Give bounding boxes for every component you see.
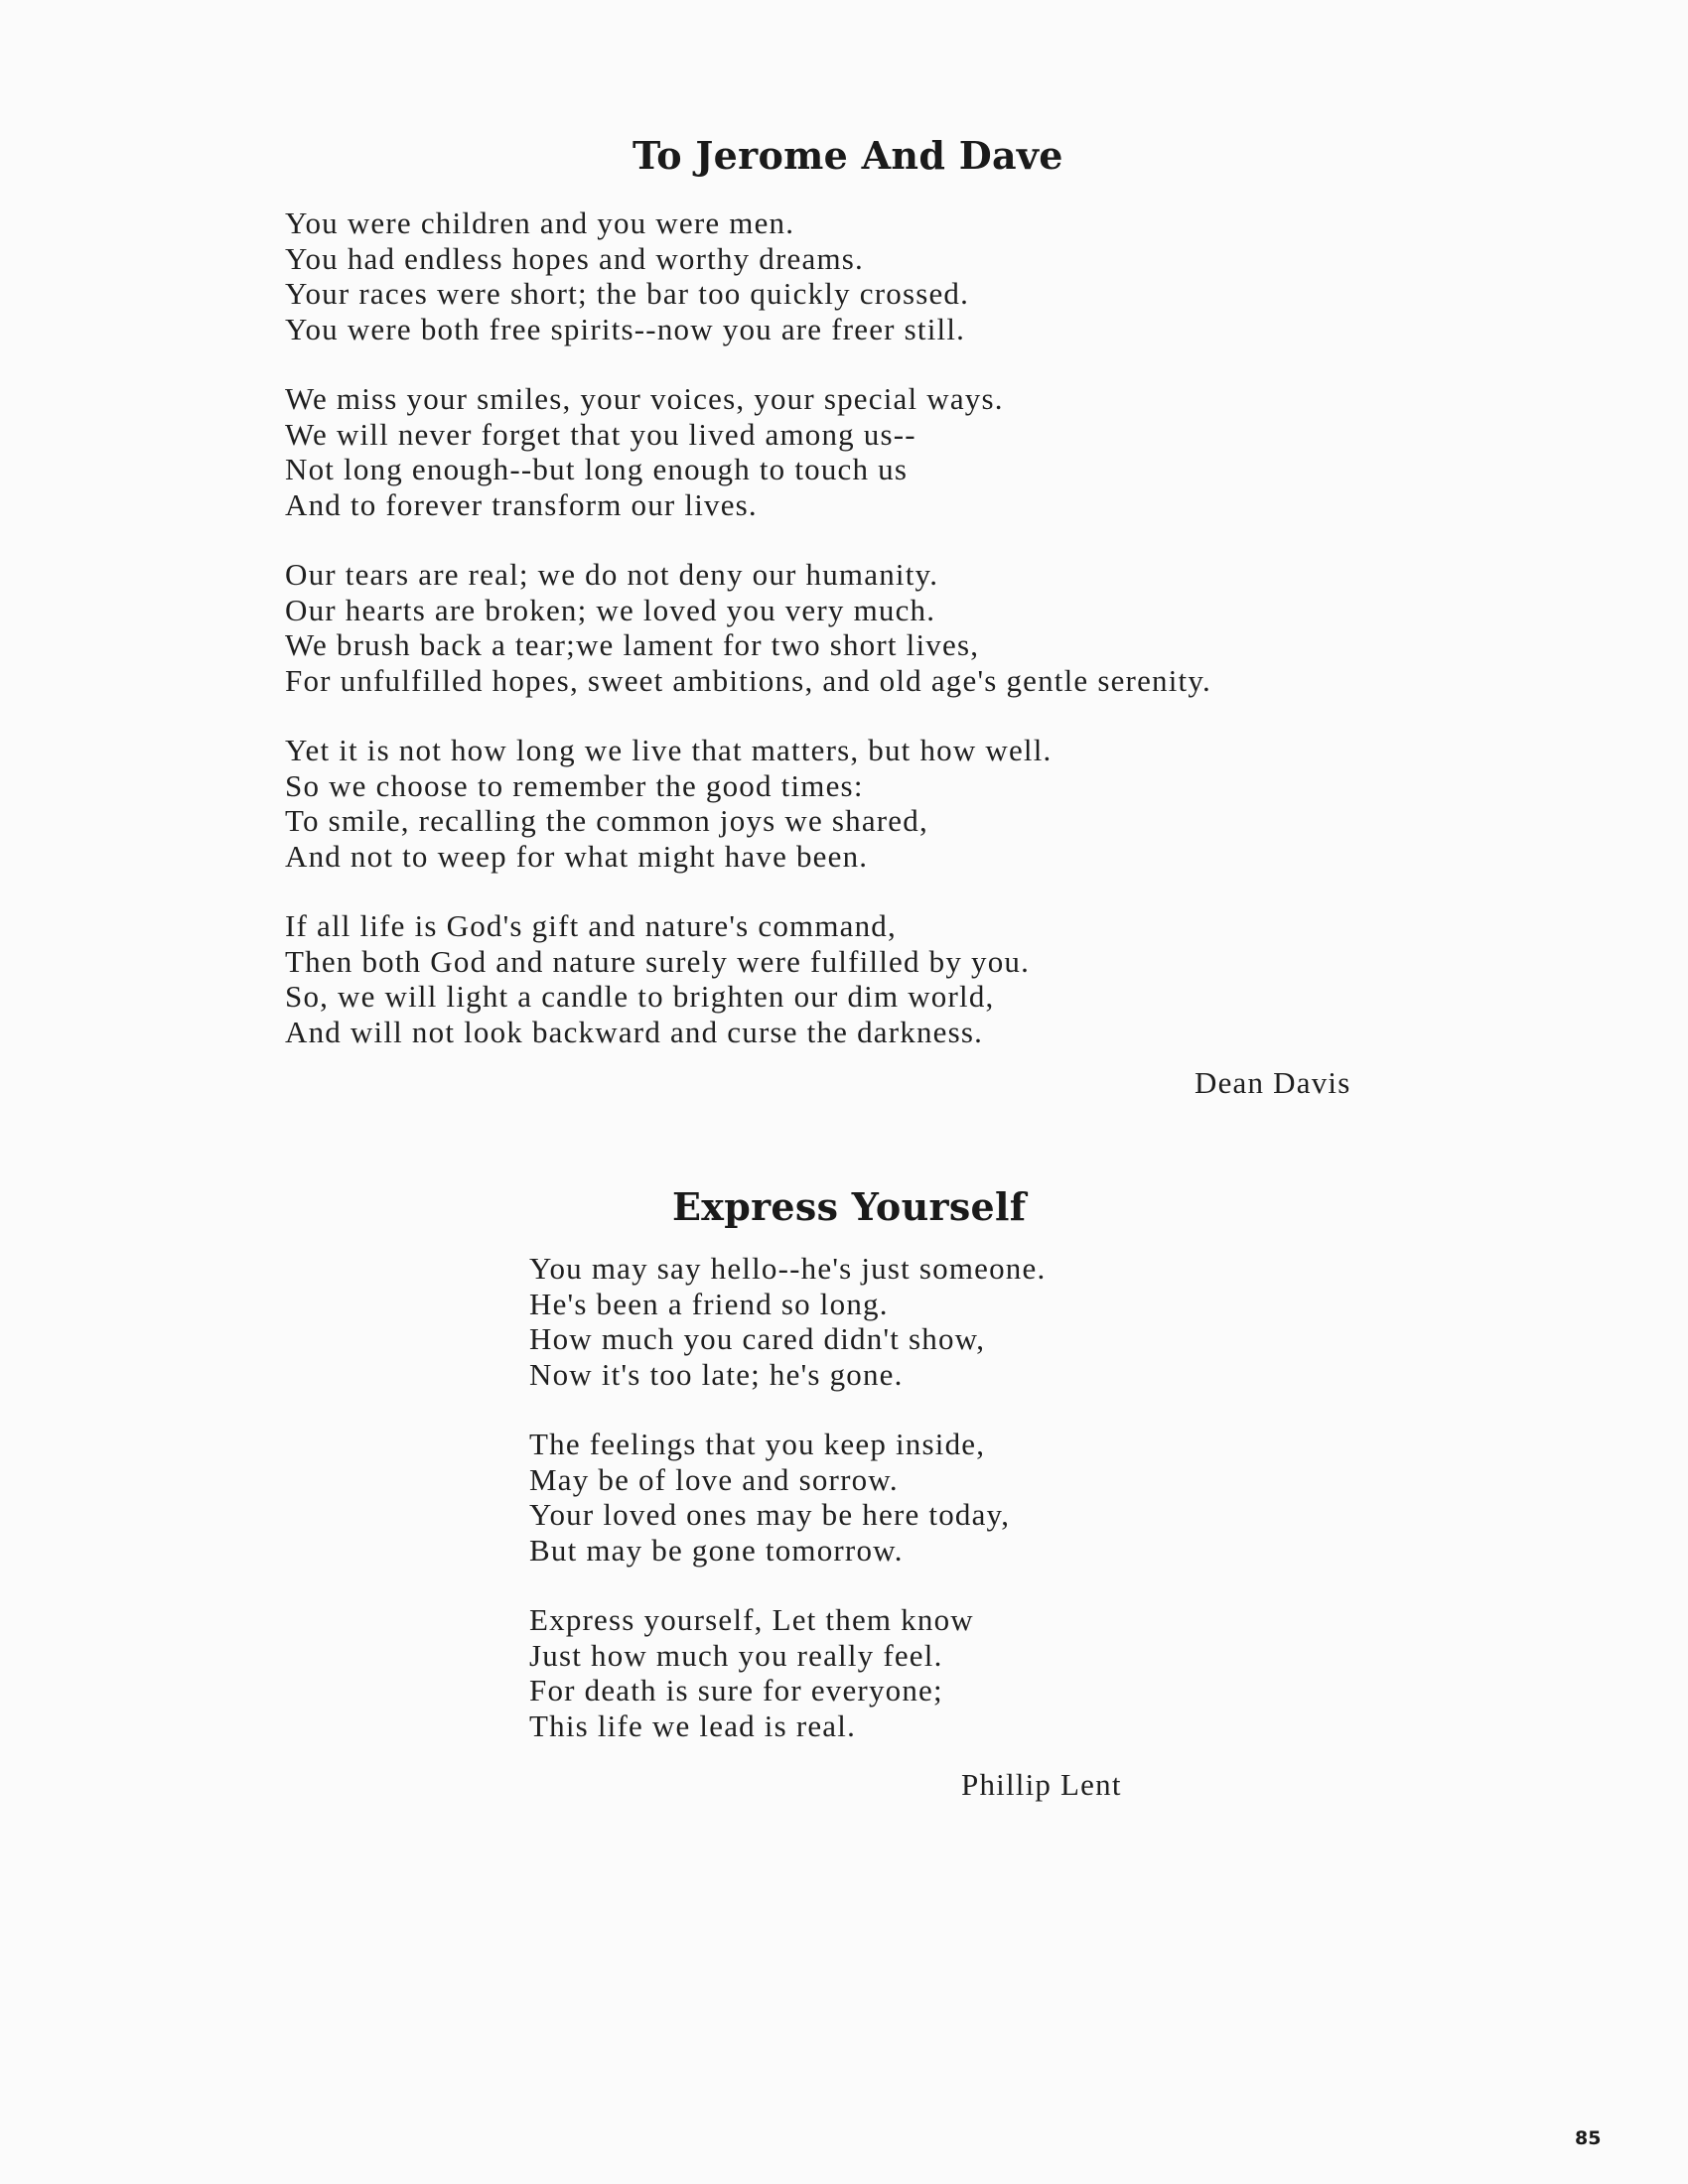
poem-line: And to forever transform our lives. [285, 486, 758, 522]
poem-line: Your loved ones may be here today, [529, 1497, 1011, 1532]
poem-line: And not to weep for what might have been. [285, 838, 869, 874]
poem-title: Express Yourself [672, 1184, 1027, 1229]
poem-line: Your races were short; the bar too quickly crossed. [285, 276, 970, 311]
poem-line: You had endless hopes and worthy dreams. [285, 240, 864, 276]
stanza [285, 908, 1211, 1049]
poem-body [285, 205, 1211, 1084]
poem-line: Yet it is not how long we live that matters, but how well. [285, 733, 1053, 767]
poem-line: He's been a friend so long. [529, 1286, 889, 1321]
poem-line: For unfulfilled hopes, sweet ambitions, and old age's gentle serenity. [285, 662, 1212, 698]
poem-line: If all life is God's gift and nature's command, [285, 908, 897, 943]
stanza [285, 205, 1211, 346]
poem-line: And will not look backward and curse the darkness. [285, 1014, 984, 1049]
poem-line: You were children and you were men. [285, 205, 795, 240]
poem-line: For death is sure for everyone; [529, 1673, 943, 1707]
stanza [285, 557, 1211, 698]
poem-body [529, 1251, 1046, 1778]
poem-line: The feelings that you keep inside, [529, 1427, 986, 1461]
poem-line: To smile, recalling the common joys we shared, [285, 803, 928, 838]
stanza [285, 733, 1211, 874]
poem-line: Just how much you really feel. [529, 1637, 943, 1673]
stanza [529, 1427, 1046, 1568]
poem-line: Then both God and nature surely were fulfilled by you. [285, 943, 1031, 979]
poem-line: Not long enough--but long enough to touch us [285, 452, 909, 486]
poem-line: May be of love and sorrow. [529, 1461, 899, 1497]
poem-line: We miss your smiles, your voices, your special ways. [285, 381, 1004, 416]
poem-line: Express yourself, Let them know [529, 1602, 974, 1637]
poem-line: We brush back a tear;we lament for two short lives, [285, 627, 980, 662]
poem-line: How much you cared didn't show, [529, 1321, 986, 1356]
stanza [529, 1602, 1046, 1743]
poem-line: Our tears are real; we do not deny our humanity. [285, 557, 939, 592]
poem-line: You were both free spirits--now you are freer still. [285, 311, 966, 346]
poem-author: Phillip Lent [961, 1767, 1122, 1802]
poem-line: But may be gone tomorrow. [529, 1532, 904, 1568]
stanza [529, 1251, 1046, 1392]
poem-line: This life we lead is real. [529, 1707, 857, 1743]
poem-author: Dean Davis [1195, 1065, 1351, 1100]
poem-line: You may say hello--he's just someone. [529, 1251, 1047, 1286]
poem-title: To Jerome And Dave [633, 133, 1063, 178]
poem-line: Now it's too late; he's gone. [529, 1356, 904, 1392]
poem-line: Our hearts are broken; we loved you very much. [285, 592, 936, 627]
page-number: 85 [1575, 2127, 1602, 2149]
poem-line: So, we will light a candle to brighten our dim world, [285, 979, 995, 1014]
poem-line: So we choose to remember the good times: [285, 767, 864, 803]
stanza [285, 381, 1211, 522]
poem-line: We will never forget that you lived among us-- [285, 416, 916, 452]
